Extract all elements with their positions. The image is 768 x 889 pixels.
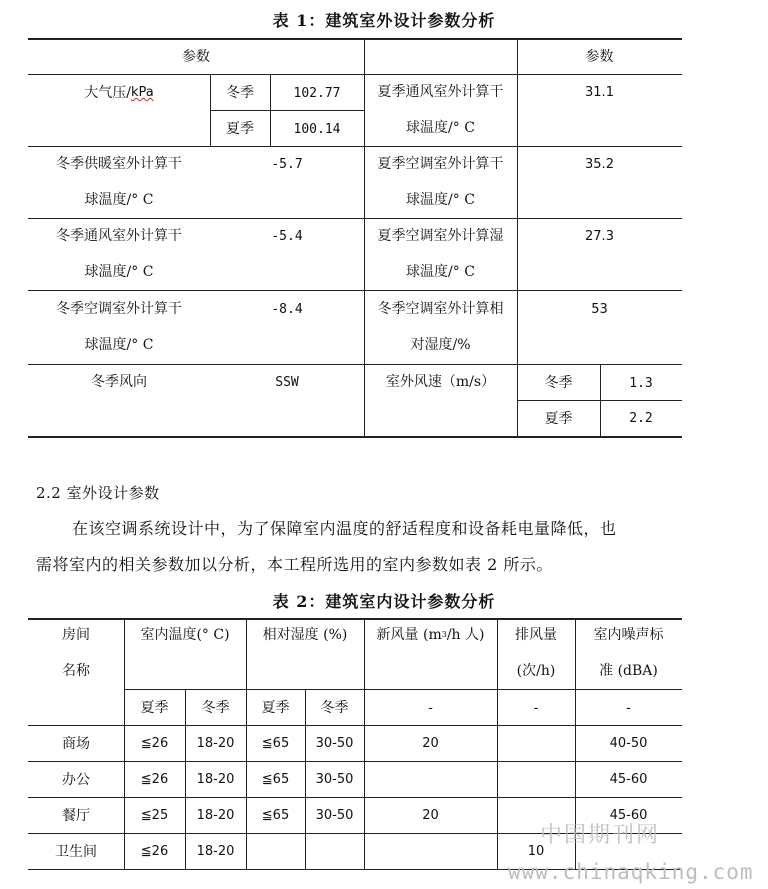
pressure-summer-value: 100.14 bbox=[293, 121, 341, 137]
temp-winter: 18-20 bbox=[196, 736, 235, 751]
watermark-url: www.chinaqking.com bbox=[508, 860, 754, 884]
noise-header-line1: 室内噪声标 bbox=[593, 627, 664, 643]
exhaust-header-line1: 排风量 bbox=[515, 627, 557, 643]
fresh-air: 20 bbox=[422, 808, 439, 823]
rh-winter: 30-50 bbox=[315, 808, 354, 823]
winter-ac-rh-label-line2: 对湿度/% bbox=[410, 337, 471, 353]
winter-ac-rh-value: 53 bbox=[591, 301, 608, 317]
room-name: 餐厅 bbox=[62, 807, 90, 824]
temp-winter: 18-20 bbox=[196, 808, 235, 823]
summer-ac-wet-label-line1: 夏季空调室外计算湿 bbox=[377, 228, 504, 244]
wind-speed-winter-label: 冬季 bbox=[544, 375, 573, 391]
rh-winter: 30-50 bbox=[315, 736, 354, 751]
watermark-logo-cn: 中国期刊网 bbox=[540, 823, 661, 848]
noise: 45-60 bbox=[609, 772, 648, 787]
table2-rule bbox=[28, 618, 682, 620]
noise-subheader: - bbox=[626, 699, 631, 716]
rh-summer: ≦65 bbox=[261, 736, 290, 751]
table1-rule bbox=[28, 364, 682, 365]
rh-summer-subheader: 夏季 bbox=[261, 699, 290, 716]
room-name: 商场 bbox=[62, 735, 90, 752]
temp-summer: ≦26 bbox=[140, 772, 169, 787]
exhaust bbox=[497, 726, 575, 761]
wind-speed-winter-value: 1.3 bbox=[629, 375, 653, 391]
summer-ac-wet-label-line2: 球温度/° C bbox=[406, 264, 475, 280]
exhaust-subheader: - bbox=[533, 699, 539, 716]
temp-winter-subheader: 冬季 bbox=[201, 699, 230, 716]
winter-ac-label-line2: 球温度/° C bbox=[84, 337, 154, 353]
winter-ac-value: -8.4 bbox=[271, 301, 303, 317]
noise-header-line2: 准 (dBA) bbox=[599, 663, 658, 679]
room-name: 卫生间 bbox=[55, 843, 97, 860]
rh-summer: ≦65 bbox=[261, 772, 290, 787]
exhaust-header-line2: (次/h) bbox=[516, 663, 556, 679]
table2-caption: 表 2：建筑室内设计参数分析 bbox=[272, 592, 496, 611]
rh-winter: 30-50 bbox=[315, 772, 354, 787]
temp-summer: ≦25 bbox=[140, 808, 169, 823]
rh-header: 相对湿度 (%) bbox=[262, 627, 348, 643]
rh-summer: ≦65 bbox=[261, 808, 290, 823]
table1-rule bbox=[28, 436, 682, 438]
winter-vent-label-line1: 冬季通风室外计算干 bbox=[56, 228, 182, 244]
table1-rule bbox=[28, 74, 682, 75]
exhaust bbox=[497, 762, 575, 797]
pressure-winter-value: 102.77 bbox=[293, 85, 341, 101]
summer-ac-dry-label-line2: 球温度/° C bbox=[406, 192, 475, 208]
rh-winter bbox=[305, 834, 364, 869]
winter-heating-label-line2: 球温度/° C bbox=[84, 192, 154, 208]
table1-header-left: 参数 bbox=[182, 49, 210, 65]
summer-vent-label-line2: 球温度/° C bbox=[406, 120, 475, 136]
winter-ac-rh-label-line1: 冬季空调室外计算相 bbox=[377, 301, 504, 317]
exhaust: 10 bbox=[527, 844, 545, 859]
fresh-air-header: 新风量 (m 3 /h 人) bbox=[376, 627, 485, 643]
pressure-label: 大气压/ kPa bbox=[84, 85, 154, 101]
room-name: 办公 bbox=[62, 771, 90, 788]
temp-summer: ≦26 bbox=[140, 736, 169, 751]
fresh-air: 20 bbox=[422, 736, 439, 751]
table1-rule bbox=[28, 146, 682, 147]
temp-winter: 18-20 bbox=[196, 844, 235, 859]
summer-vent-label-line1: 夏季通风室外计算干 bbox=[377, 84, 504, 100]
winter-wind-dir-label: 冬季风向 bbox=[91, 374, 147, 390]
summer-vent-value: 31.1 bbox=[585, 84, 614, 100]
summer-ac-wet-value: 27.3 bbox=[585, 228, 614, 244]
table1-rule bbox=[28, 290, 682, 291]
temp-summer: ≦26 bbox=[140, 844, 169, 859]
section-paragraph-line1: 在该空调系统设计中，为了保障室内温度的舒适程度和设备耗电量降低，也 bbox=[72, 519, 617, 538]
temp-summer-subheader: 夏季 bbox=[140, 699, 169, 716]
rh-winter-subheader: 冬季 bbox=[320, 699, 349, 716]
pressure-summer-label: 夏季 bbox=[226, 121, 254, 137]
winter-vent-value: -5.4 bbox=[271, 228, 303, 244]
winter-heating-value: -5.7 bbox=[271, 156, 303, 172]
winter-wind-dir-value: SSW bbox=[275, 374, 299, 390]
temp-winter: 18-20 bbox=[196, 772, 235, 787]
table1-caption: 表 1：建筑室外设计参数分析 bbox=[272, 11, 496, 30]
winter-heating-label-line1: 冬季供暖室外计算干 bbox=[56, 156, 182, 172]
noise: 45-60 bbox=[609, 808, 648, 823]
summer-ac-dry-value: 35.2 bbox=[585, 156, 614, 172]
table1-rule bbox=[28, 218, 682, 219]
table1-rule bbox=[210, 110, 364, 111]
fresh-air bbox=[364, 834, 497, 869]
room-header-line2: 名称 bbox=[62, 663, 90, 679]
rh-summer bbox=[246, 834, 305, 869]
section-paragraph-line2: 需将室内的相关参数加以分析，本工程所选用的室内参数如表 2 所示。 bbox=[36, 555, 553, 574]
winter-ac-label-line1: 冬季空调室外计算干 bbox=[56, 301, 182, 317]
wind-speed-summer-label: 夏季 bbox=[544, 410, 573, 427]
wind-speed-summer-value: 2.2 bbox=[629, 411, 653, 426]
summer-ac-dry-label-line1: 夏季空调室外计算干 bbox=[377, 156, 504, 172]
table1-header-right: 参数 bbox=[585, 49, 614, 65]
noise: 40-50 bbox=[609, 736, 648, 751]
room-header-line1: 房间 bbox=[62, 627, 90, 643]
winter-vent-label-line2: 球温度/° C bbox=[84, 264, 154, 280]
section-heading: 2.2 室外设计参数 bbox=[36, 484, 160, 502]
fresh-air-subheader: - bbox=[428, 699, 433, 716]
fresh-air bbox=[364, 762, 497, 797]
pressure-winter-label: 冬季 bbox=[226, 85, 254, 101]
wind-speed-label: 室外风速（m/s） bbox=[385, 374, 496, 390]
temp-header: 室内温度(° C) bbox=[140, 627, 230, 643]
